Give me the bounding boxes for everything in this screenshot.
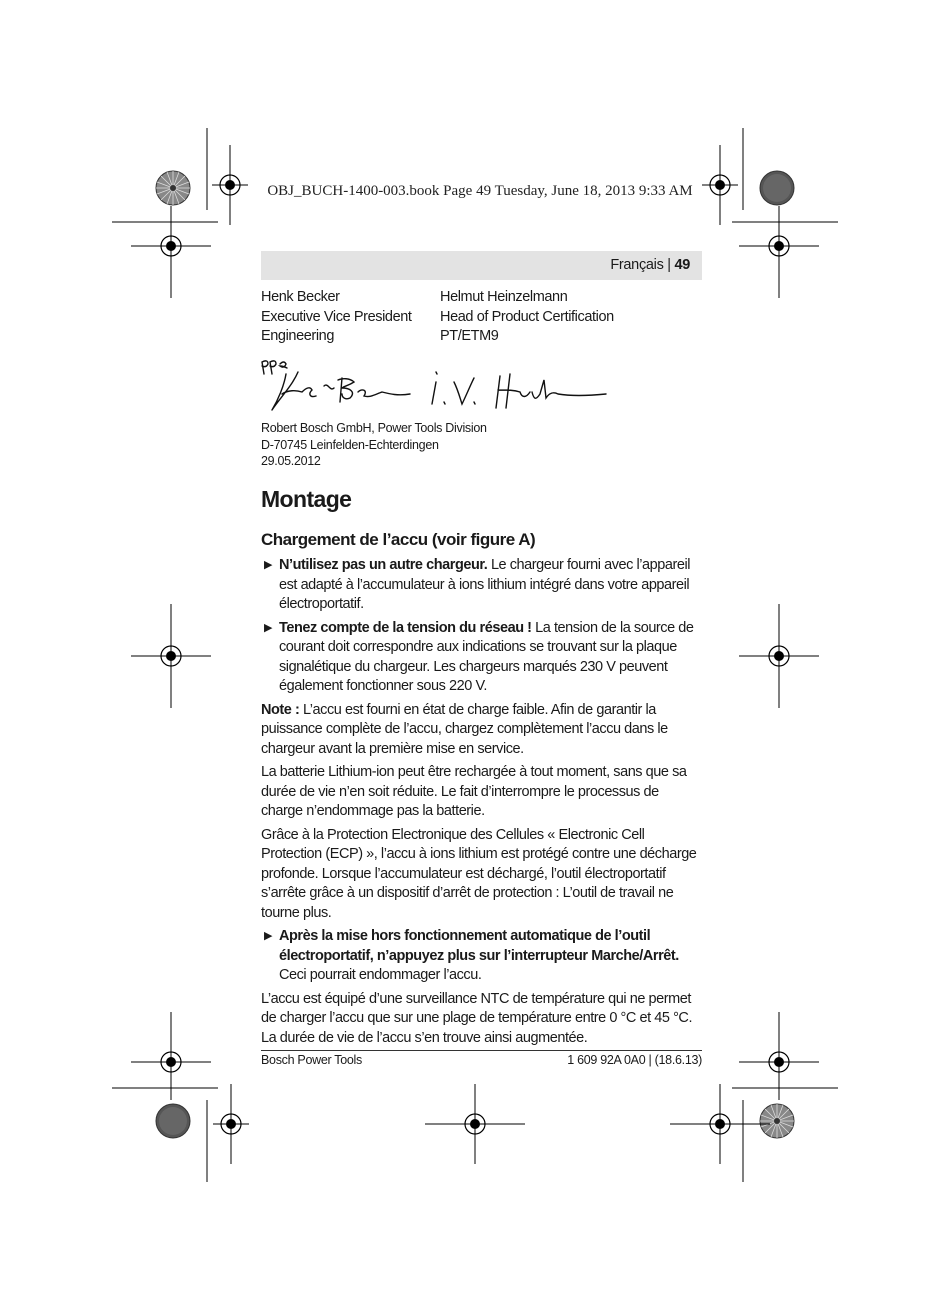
signatory-dept: Engineering (261, 328, 334, 344)
note-paragraph (261, 701, 702, 760)
signatory-dept: PT/ETM9 (440, 328, 499, 344)
footer-doc-number: 1 609 92A 0A0 | (18.6.13) (567, 1053, 702, 1067)
bullet-item (261, 556, 702, 615)
right-triangle-icon: ▶ (264, 930, 273, 942)
bullet-text: Le chargeur fourni avec l’appareil est adapté à l’accumulateur à ions lithium intégré dans votre appareil électroportatif. (279, 557, 691, 612)
bullet-text: Ceci pourrait endommager l’accu. (279, 967, 482, 983)
footer-brand: Bosch Power Tools (261, 1053, 362, 1067)
signatory-name: Helmut Heinzelmann (440, 289, 568, 305)
footer-rule (261, 1050, 702, 1051)
signatory-left (261, 288, 412, 347)
starburst-target-icon (156, 171, 190, 205)
page-number: 49 (674, 257, 690, 273)
starburst-target-icon (760, 1104, 794, 1138)
right-triangle-icon: ▶ (264, 621, 273, 634)
company-name: Robert Bosch GmbH, Power Tools Division (261, 421, 487, 435)
note-text: L’accu est fourni en état de charge faible. Afin de garantir la puissance complète de l’accu, chargez complètement l’accu dans le chargeur avant la première mise en service. (261, 701, 668, 757)
bullet-text: La tension de la source de courant doit correspondre aux indications se trouvant sur la plaque signalétique du chargeur. Les chargeurs marqués 230 V peuvent également fonctionner sous 220 V. (279, 619, 694, 694)
paragraph: Grâce à la Protection Electronique des Cellules « Electronic Cell Protection (ECP) », l’accu à ions lithium est protégé contre une décharge profonde. Lorsque l’accumulateur est déchargé, l’outil électroportatif s’arrête grâce à un dispositif d’arrêt de protection : L’outil de travail ne tourne plus. (261, 826, 697, 921)
paragraph: La batterie Lithium-ion peut être rechargée à tout moment, sans que sa durée de vie n’en soit réduite. Le fait d’interrompre le processus de charge n’endommage pas la batterie. (261, 764, 687, 819)
language-header-band (261, 251, 702, 280)
language-label: Français (610, 257, 664, 273)
language-page-label (610, 257, 690, 273)
right-triangle-icon: ▶ (264, 559, 273, 571)
note-label: Note : (261, 701, 300, 718)
print-header: OBJ_BUCH-1400-003.book Page 49 Tuesday, June 18, 2013 9:33 AM (267, 183, 693, 199)
signatory-name: Henk Becker (261, 289, 340, 305)
bullet-bold: Tenez compte de la tension du réseau ! (279, 619, 532, 636)
separator: | (667, 257, 671, 273)
bullet-item (261, 619, 702, 697)
bullet-item (261, 927, 702, 986)
subsection-title: Chargement de l’accu (voir figure A) (261, 530, 536, 549)
body-text (261, 556, 702, 1052)
company-address (261, 420, 487, 470)
signatory-title: Executive Vice President (261, 308, 412, 325)
section-title: Montage (261, 486, 352, 512)
bullet-bold: Après la mise hors fonctionnement automatique de l’outil électroportatif, n’appuyez plus sur l’interrupteur Marche/Arrêt. (279, 928, 679, 964)
bullet-bold: N’utilisez pas un autre chargeur. (279, 557, 488, 573)
company-date: 29.05.2012 (261, 454, 321, 468)
signatures-image (258, 352, 618, 418)
color-target-icon (760, 171, 794, 205)
color-target-icon (156, 1104, 190, 1138)
paragraph: L’accu est équipé d’une surveillance NTC de température qui ne permet de charger l’accu que sur une plage de température entre 0 °C et 45 °C. La durée de vie de l’accu s’en trouve ainsi augmentée. (261, 990, 693, 1046)
signatory-title: Head of Product Certification (440, 308, 614, 325)
signatory-right (440, 288, 614, 347)
company-location: D-70745 Leinfelden-Echterdingen (261, 437, 439, 452)
